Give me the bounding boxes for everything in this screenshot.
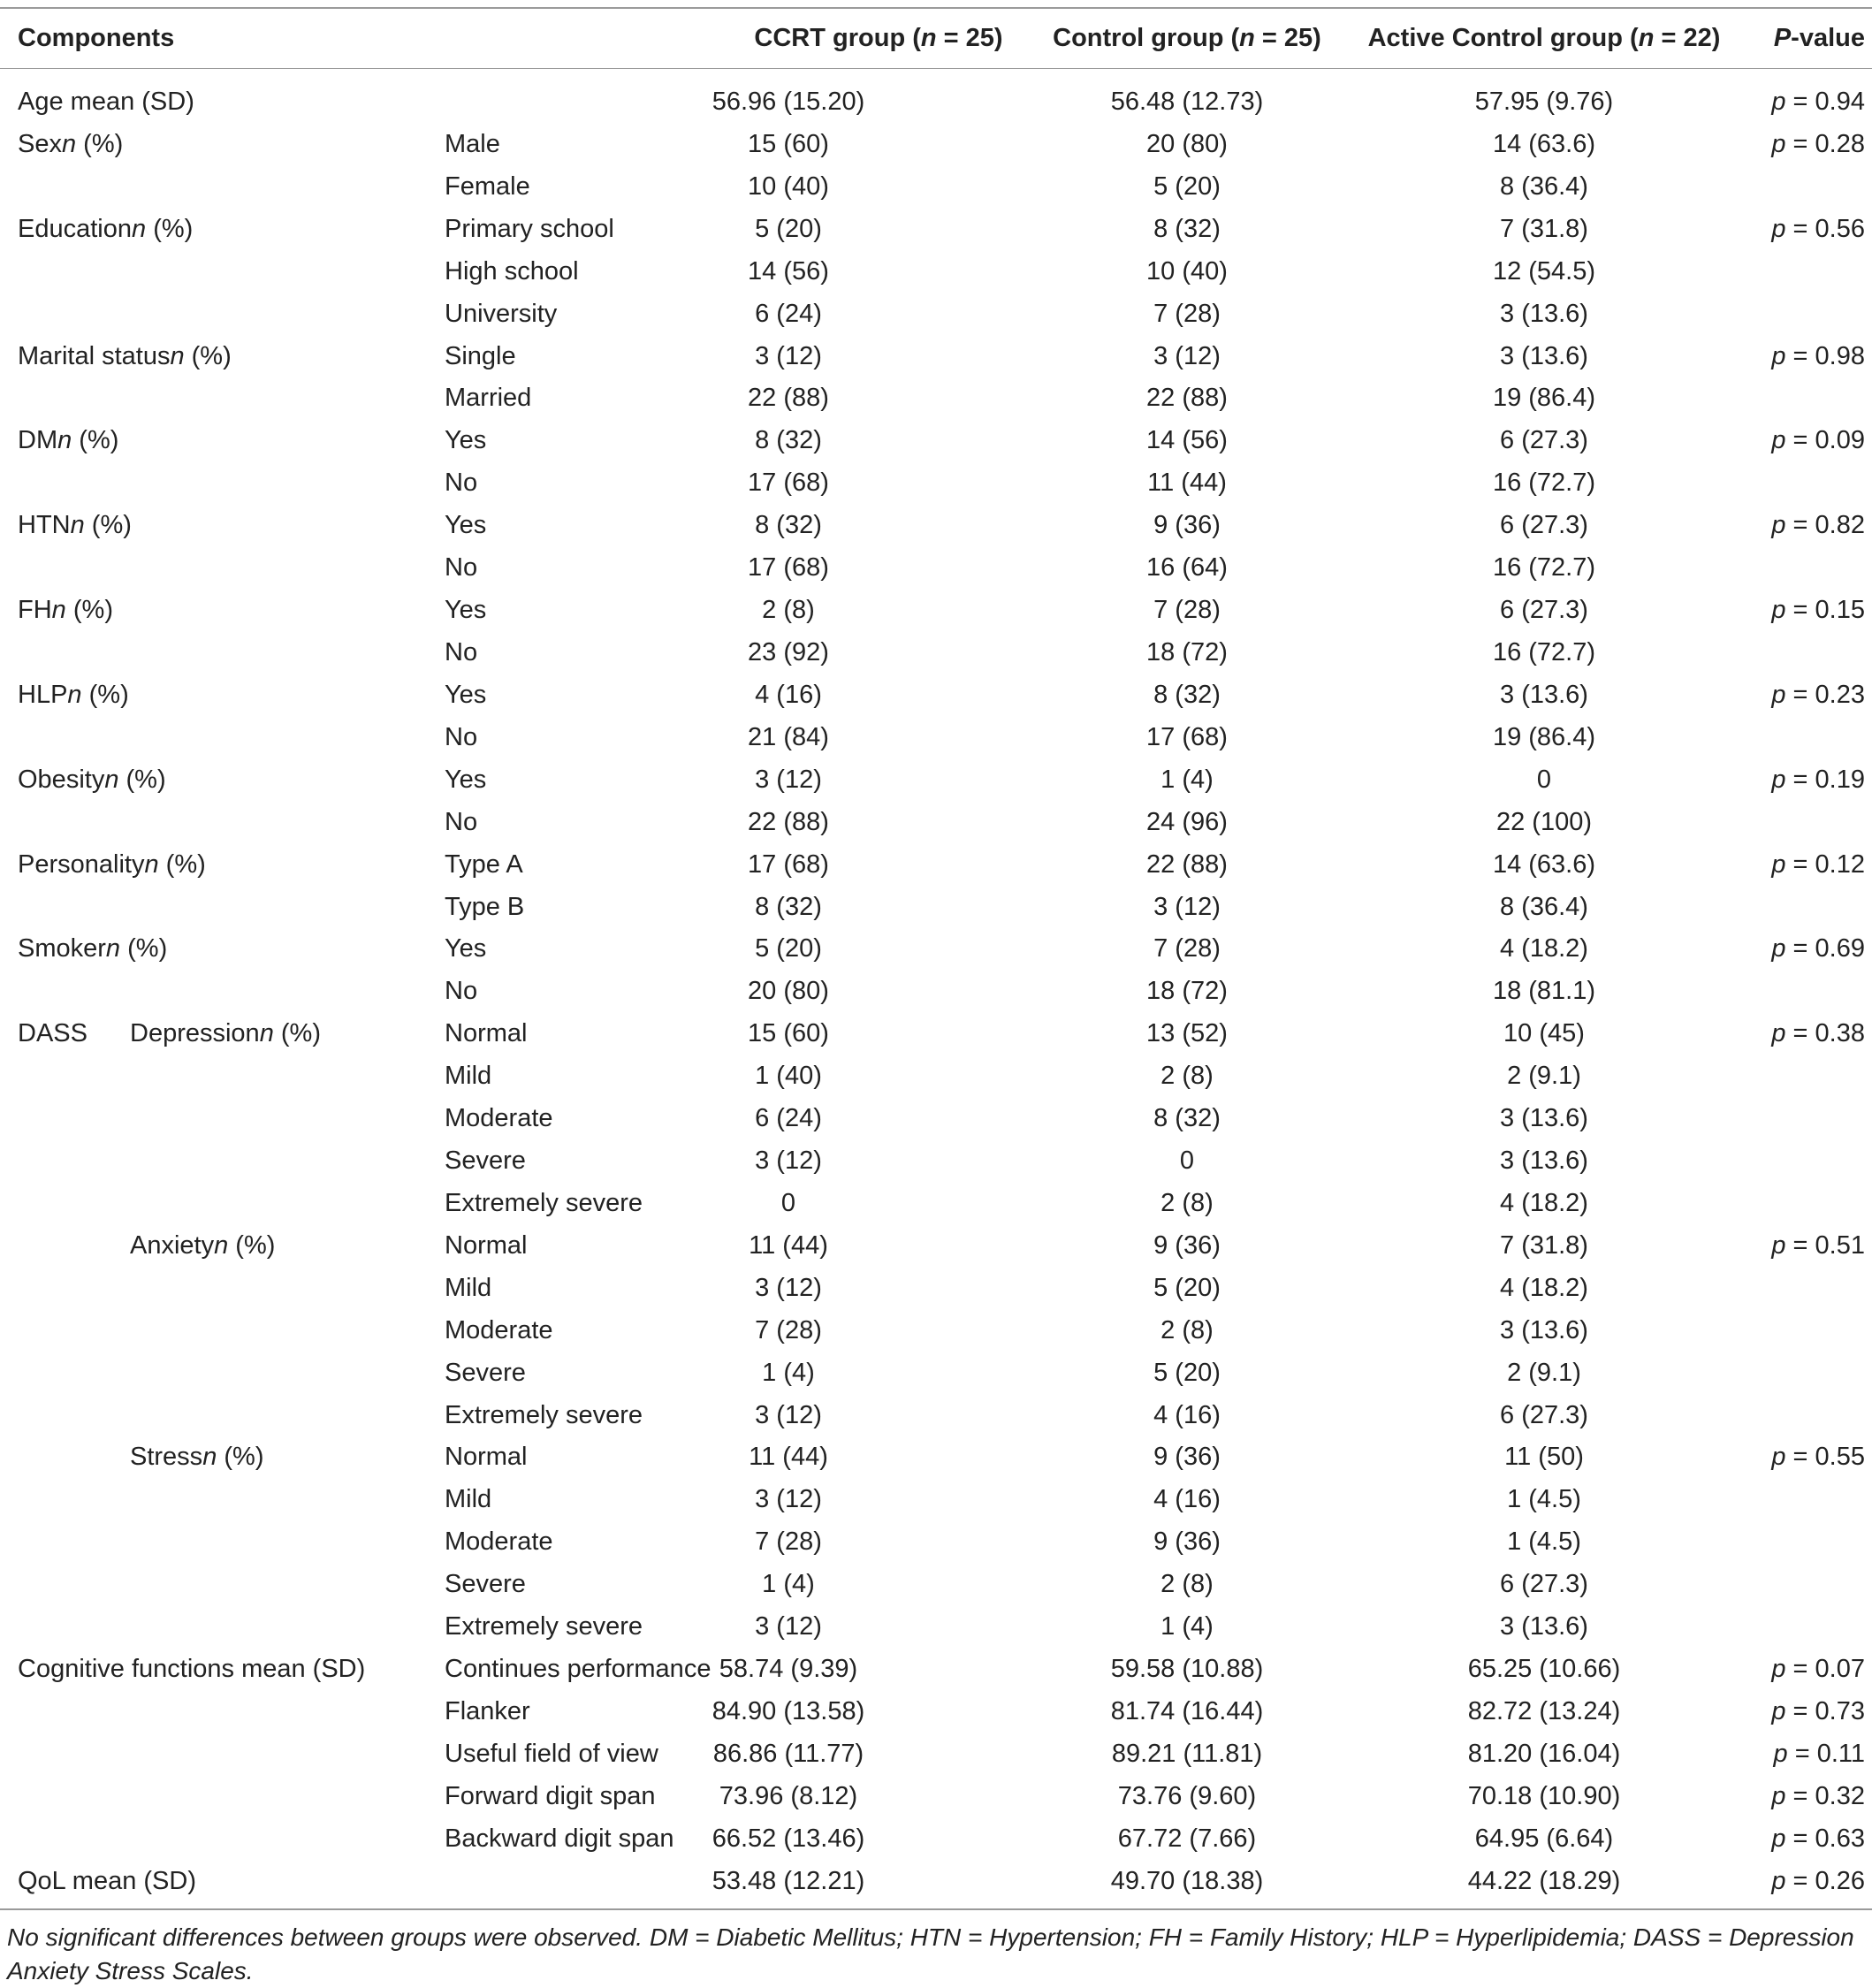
row-category-label: Mild <box>445 1273 492 1302</box>
table-row <box>0 1860 1872 1902</box>
cell-control-group: 11 (44) <box>1147 468 1227 498</box>
table-row <box>0 1605 1872 1648</box>
row-subscale-label: Anxietyn (%) <box>130 1230 276 1260</box>
cell-control-group: 9 (36) <box>1153 1527 1221 1557</box>
row-component-label: Smokern (%) <box>18 934 168 964</box>
cell-control-group: 4 (16) <box>1153 1485 1221 1514</box>
row-category-label: Type A <box>445 849 523 879</box>
table-row <box>0 504 1872 546</box>
table-row <box>0 1182 1872 1224</box>
cell-active-control-group: 65.25 (10.66) <box>1467 1655 1621 1683</box>
cell-active-control-group: 18 (81.1) <box>1492 977 1596 1006</box>
row-category-label: Female <box>445 171 530 201</box>
table-row <box>0 631 1872 674</box>
cell-control-group: 9 (36) <box>1153 1443 1221 1472</box>
cell-active-control-group: 22 (100) <box>1495 807 1592 836</box>
row-category-label: No <box>445 638 478 666</box>
cell-active-control-group: 70.18 (10.90) <box>1467 1781 1621 1810</box>
cell-ccrt-group: 5 (20) <box>755 214 822 243</box>
cell-control-group: 89.21 (11.81) <box>1111 1739 1263 1768</box>
cell-ccrt-group: 23 (92) <box>748 638 829 666</box>
cell-control-group: 22 (88) <box>1146 849 1228 879</box>
table-row <box>0 589 1872 631</box>
table-row <box>0 1224 1872 1267</box>
cell-control-group: 5 (20) <box>1153 171 1221 201</box>
row-component-label: Sexn (%) <box>18 129 124 158</box>
row-category-label: Yes <box>445 511 487 540</box>
table-row <box>0 1817 1872 1860</box>
table-row <box>0 1648 1872 1690</box>
row-category-label: Extremely severe <box>445 1612 643 1641</box>
row-category-label: Single <box>445 341 516 370</box>
cell-control-group: 1 (4) <box>1160 765 1214 794</box>
cell-ccrt-group: 22 (88) <box>748 807 829 836</box>
row-category-label: Useful field of view <box>445 1739 658 1768</box>
table-row <box>0 377 1872 419</box>
cell-control-group: 2 (8) <box>1160 1062 1214 1091</box>
row-component-label: HLPn (%) <box>18 680 129 709</box>
cell-control-group: 9 (36) <box>1153 511 1221 540</box>
cell-ccrt-group: 6 (24) <box>755 1104 822 1133</box>
table-row <box>0 1478 1872 1520</box>
table-row <box>0 250 1872 293</box>
cell-ccrt-group: 84.90 (13.58) <box>712 1697 865 1725</box>
cell-control-group: 18 (72) <box>1146 977 1228 1006</box>
row-category-label: Yes <box>445 596 487 624</box>
cell-active-control-group: 14 (63.6) <box>1492 129 1596 158</box>
cell-active-control-group: 16 (72.7) <box>1492 553 1596 583</box>
table-row <box>0 335 1872 377</box>
row-component-label: FHn (%) <box>18 596 113 624</box>
cell-p-value: p = 0.73 <box>1771 1697 1865 1725</box>
cell-ccrt-group: 10 (40) <box>748 171 829 201</box>
cell-active-control-group: 3 (13.6) <box>1500 1146 1588 1175</box>
table-footnote: No significant differences between groups were observed. DM = Diabetic Mellitus; HTN = Hypertension; FH = Family History; HLP = Hyperlipidemia; DASS = Depression Anxiety Stress Scales. <box>7 1923 1854 1984</box>
cell-active-control-group: 8 (36.4) <box>1500 892 1588 921</box>
table-row <box>0 1352 1872 1394</box>
cell-ccrt-group: 3 (12) <box>755 1273 822 1302</box>
row-component-label: Marital statusn (%) <box>18 341 232 370</box>
row-category-label: Severe <box>445 1570 526 1599</box>
row-category-label: No <box>445 468 478 498</box>
cell-ccrt-group: 11 (44) <box>749 1443 828 1472</box>
cell-active-control-group: 3 (13.6) <box>1500 1104 1588 1133</box>
row-category-label: Married <box>445 384 532 413</box>
table-row <box>0 970 1872 1012</box>
cell-active-control-group: 16 (72.7) <box>1492 638 1596 666</box>
cell-ccrt-group: 53.48 (12.21) <box>712 1866 865 1895</box>
cell-ccrt-group: 8 (32) <box>755 426 822 455</box>
table-row <box>0 1097 1872 1139</box>
cell-active-control-group: 16 (72.7) <box>1492 468 1596 498</box>
cell-control-group: 1 (4) <box>1160 1612 1214 1641</box>
cell-control-group: 67.72 (7.66) <box>1117 1824 1257 1853</box>
row-category-label: No <box>445 553 478 583</box>
cell-control-group: 4 (16) <box>1153 1400 1221 1429</box>
cell-active-control-group: 3 (13.6) <box>1500 341 1588 370</box>
cell-p-value: p = 0.56 <box>1771 214 1865 243</box>
table-row <box>0 1394 1872 1436</box>
cell-active-control-group: 44.22 (18.29) <box>1467 1866 1621 1895</box>
cell-active-control-group: 19 (86.4) <box>1492 384 1596 413</box>
cell-control-group: 2 (8) <box>1160 1570 1214 1599</box>
header-active-control-group: Active Control group (n = 22) <box>1367 24 1721 52</box>
row-component-label: DMn (%) <box>18 426 119 455</box>
cell-control-group: 14 (56) <box>1146 426 1228 455</box>
cell-active-control-group: 3 (13.6) <box>1500 680 1588 709</box>
cell-control-group: 17 (68) <box>1146 722 1228 751</box>
row-subscale-label: Depressionn (%) <box>130 1019 321 1048</box>
table-row <box>0 1055 1872 1097</box>
row-category-label: Severe <box>445 1358 526 1387</box>
cell-control-group: 8 (32) <box>1153 680 1221 709</box>
header-rule <box>0 68 1872 69</box>
cell-ccrt-group: 17 (68) <box>748 468 829 498</box>
cell-ccrt-group: 22 (88) <box>748 384 829 413</box>
cell-active-control-group: 1 (4.5) <box>1507 1485 1581 1514</box>
row-component-label: QoL mean (SD) <box>18 1866 196 1895</box>
table-row <box>0 80 1872 123</box>
cell-p-value: p = 0.12 <box>1771 849 1865 879</box>
cell-control-group: 7 (28) <box>1153 299 1221 328</box>
cell-control-group: 5 (20) <box>1153 1273 1221 1302</box>
row-category-label: Moderate <box>445 1104 553 1133</box>
cell-ccrt-group: 17 (68) <box>748 849 829 879</box>
cell-control-group: 18 (72) <box>1146 638 1228 666</box>
cell-ccrt-group: 0 <box>780 1188 796 1217</box>
cell-ccrt-group: 3 (12) <box>755 1146 822 1175</box>
cell-ccrt-group: 1 (4) <box>762 1358 815 1387</box>
cell-control-group: 13 (52) <box>1146 1019 1228 1048</box>
row-category-label: No <box>445 807 478 836</box>
cell-control-group: 49.70 (18.38) <box>1110 1866 1264 1895</box>
table-row <box>0 1733 1872 1775</box>
cell-ccrt-group: 3 (12) <box>755 1612 822 1641</box>
cell-ccrt-group: 86.86 (11.77) <box>712 1739 864 1768</box>
cell-p-value: p = 0.32 <box>1771 1781 1865 1810</box>
cell-control-group: 0 <box>1179 1146 1195 1175</box>
row-category-label: Extremely severe <box>445 1400 643 1429</box>
cell-p-value: p = 0.26 <box>1771 1866 1865 1895</box>
row-category-label: Male <box>445 129 500 158</box>
cell-active-control-group: 4 (18.2) <box>1500 934 1588 964</box>
cell-active-control-group: 3 (13.6) <box>1500 1315 1588 1344</box>
cell-ccrt-group: 66.52 (13.46) <box>712 1824 865 1853</box>
table-row <box>0 1267 1872 1309</box>
cell-control-group: 2 (8) <box>1160 1188 1214 1217</box>
header-control-group: Control group (n = 25) <box>1053 24 1321 52</box>
cell-active-control-group: 82.72 (13.24) <box>1467 1697 1621 1725</box>
table-row <box>0 461 1872 504</box>
cell-p-value: p = 0.38 <box>1771 1019 1865 1048</box>
cell-control-group: 7 (28) <box>1153 934 1221 964</box>
cell-ccrt-group: 73.96 (8.12) <box>719 1781 858 1810</box>
cell-control-group: 59.58 (10.88) <box>1110 1655 1264 1683</box>
table-row <box>0 293 1872 335</box>
cell-ccrt-group: 1 (4) <box>762 1570 815 1599</box>
cell-ccrt-group: 20 (80) <box>748 977 829 1006</box>
row-category-label: Type B <box>445 892 525 921</box>
table-row <box>0 927 1872 970</box>
cell-ccrt-group: 3 (12) <box>755 1485 822 1514</box>
row-subscale-label: Stressn (%) <box>130 1443 264 1472</box>
cell-control-group: 56.48 (12.73) <box>1110 88 1264 116</box>
cell-active-control-group: 64.95 (6.64) <box>1474 1824 1614 1853</box>
row-category-label: Flanker <box>445 1697 530 1725</box>
cell-active-control-group: 81.20 (16.04) <box>1467 1739 1621 1768</box>
cell-active-control-group: 6 (27.3) <box>1500 1570 1588 1599</box>
cell-active-control-group: 2 (9.1) <box>1507 1358 1581 1387</box>
row-category-label: No <box>445 977 478 1006</box>
cell-control-group: 16 (64) <box>1146 553 1228 583</box>
table-row <box>0 843 1872 886</box>
table-row <box>0 1775 1872 1817</box>
table-row <box>0 1309 1872 1352</box>
row-component-label: Cognitive functions mean (SD) <box>18 1655 366 1683</box>
cell-control-group: 22 (88) <box>1146 384 1228 413</box>
cell-active-control-group: 1 (4.5) <box>1507 1527 1581 1557</box>
cell-p-value: p = 0.55 <box>1771 1443 1865 1472</box>
cell-p-value: p = 0.28 <box>1771 129 1865 158</box>
table-row <box>0 1563 1872 1605</box>
cell-ccrt-group: 15 (60) <box>748 1019 829 1048</box>
row-category-label: Yes <box>445 765 487 794</box>
cell-p-value: p = 0.63 <box>1771 1824 1865 1853</box>
cell-ccrt-group: 7 (28) <box>755 1315 822 1344</box>
cell-active-control-group: 2 (9.1) <box>1507 1062 1581 1091</box>
cell-p-value: p = 0.51 <box>1771 1230 1865 1260</box>
cell-active-control-group: 8 (36.4) <box>1500 171 1588 201</box>
cell-control-group: 81.74 (16.44) <box>1110 1697 1264 1725</box>
table-row <box>0 123 1872 165</box>
table-row <box>0 1436 1872 1478</box>
cell-p-value: p = 0.07 <box>1771 1655 1865 1683</box>
cell-ccrt-group: 14 (56) <box>748 256 829 286</box>
cell-ccrt-group: 8 (32) <box>755 511 822 540</box>
table-row <box>0 758 1872 801</box>
row-category-label: High school <box>445 256 579 286</box>
header-ccrt-group: CCRT group (n = 25) <box>754 24 1003 52</box>
table-row <box>0 1690 1872 1733</box>
row-category-label: Mild <box>445 1485 492 1514</box>
bottom-rule <box>0 1908 1872 1910</box>
table-row <box>0 1139 1872 1182</box>
cell-active-control-group: 7 (31.8) <box>1500 214 1588 243</box>
cell-active-control-group: 3 (13.6) <box>1500 299 1588 328</box>
table-row <box>0 165 1872 208</box>
cell-p-value: p = 0.23 <box>1771 680 1865 709</box>
cell-ccrt-group: 56.96 (15.20) <box>712 88 865 116</box>
cell-active-control-group: 11 (50) <box>1504 1443 1584 1472</box>
table-row <box>0 886 1872 928</box>
cell-active-control-group: 19 (86.4) <box>1492 722 1596 751</box>
cell-ccrt-group: 7 (28) <box>755 1527 822 1557</box>
cell-control-group: 2 (8) <box>1160 1315 1214 1344</box>
cell-ccrt-group: 2 (8) <box>762 596 815 624</box>
cell-ccrt-group: 3 (12) <box>755 341 822 370</box>
cell-active-control-group: 4 (18.2) <box>1500 1273 1588 1302</box>
row-component-label: Educationn (%) <box>18 214 194 243</box>
row-category-label: Forward digit span <box>445 1781 656 1810</box>
cell-p-value: p = 0.94 <box>1771 88 1865 116</box>
cell-control-group: 3 (12) <box>1153 892 1221 921</box>
cell-active-control-group: 6 (27.3) <box>1500 511 1588 540</box>
row-category-label: Yes <box>445 426 487 455</box>
cell-active-control-group: 57.95 (9.76) <box>1474 88 1614 116</box>
table-row <box>0 208 1872 250</box>
cell-p-value: p = 0.11 <box>1773 1739 1865 1768</box>
table-row <box>0 716 1872 758</box>
row-component-label: DASS <box>18 1019 88 1048</box>
cell-control-group: 8 (32) <box>1153 1104 1221 1133</box>
row-category-label: Normal <box>445 1019 528 1048</box>
cell-control-group: 10 (40) <box>1146 256 1228 286</box>
cell-ccrt-group: 3 (12) <box>755 765 822 794</box>
cell-ccrt-group: 11 (44) <box>749 1230 828 1260</box>
row-category-label: Extremely severe <box>445 1188 643 1217</box>
header-components: Components <box>18 24 175 52</box>
table-row <box>0 801 1872 843</box>
cell-control-group: 20 (80) <box>1146 129 1228 158</box>
cell-control-group: 5 (20) <box>1153 1358 1221 1387</box>
row-category-label: University <box>445 299 558 328</box>
table-row <box>0 419 1872 461</box>
cell-ccrt-group: 8 (32) <box>755 892 822 921</box>
cell-ccrt-group: 17 (68) <box>748 553 829 583</box>
row-category-label: Severe <box>445 1146 526 1175</box>
cell-ccrt-group: 1 (40) <box>755 1062 822 1091</box>
row-category-label: No <box>445 722 478 751</box>
cell-p-value: p = 0.19 <box>1771 765 1865 794</box>
cell-active-control-group: 6 (27.3) <box>1500 426 1588 455</box>
top-rule <box>0 7 1872 9</box>
row-category-label: Normal <box>445 1443 528 1472</box>
cell-active-control-group: 6 (27.3) <box>1500 1400 1588 1429</box>
cell-active-control-group: 12 (54.5) <box>1492 256 1596 286</box>
cell-p-value: p = 0.09 <box>1771 426 1865 455</box>
row-category-label: Backward digit span <box>445 1824 674 1853</box>
cell-p-value: p = 0.98 <box>1771 341 1865 370</box>
row-category-label: Normal <box>445 1230 528 1260</box>
cell-ccrt-group: 6 (24) <box>755 299 822 328</box>
cell-active-control-group: 7 (31.8) <box>1500 1230 1588 1260</box>
cell-ccrt-group: 3 (12) <box>755 1400 822 1429</box>
cell-ccrt-group: 5 (20) <box>755 934 822 964</box>
cell-active-control-group: 14 (63.6) <box>1492 849 1596 879</box>
row-component-label: Age mean (SD) <box>18 88 194 116</box>
cell-active-control-group: 4 (18.2) <box>1500 1188 1588 1217</box>
row-component-label: Personalityn (%) <box>18 849 206 879</box>
cell-p-value: p = 0.82 <box>1771 511 1865 540</box>
cell-ccrt-group: 58.74 (9.39) <box>719 1655 858 1683</box>
cell-control-group: 24 (96) <box>1146 807 1228 836</box>
row-category-label: Mild <box>445 1062 492 1091</box>
cell-ccrt-group: 15 (60) <box>748 129 829 158</box>
header-p-value: P-value <box>1773 24 1865 52</box>
cell-control-group: 73.76 (9.60) <box>1117 1781 1257 1810</box>
cell-p-value: p = 0.69 <box>1771 934 1865 964</box>
cell-ccrt-group: 21 (84) <box>748 722 829 751</box>
table-row <box>0 546 1872 589</box>
cell-control-group: 7 (28) <box>1153 596 1221 624</box>
table-row <box>0 1012 1872 1055</box>
row-category-label: Moderate <box>445 1527 553 1557</box>
cell-control-group: 9 (36) <box>1153 1230 1221 1260</box>
cell-control-group: 3 (12) <box>1153 341 1221 370</box>
row-category-label: Yes <box>445 934 487 964</box>
cell-control-group: 8 (32) <box>1153 214 1221 243</box>
table-header-row <box>0 17 1872 59</box>
row-component-label: Obesityn (%) <box>18 765 166 794</box>
row-category-label: Continues performance <box>445 1655 712 1683</box>
cell-ccrt-group: 4 (16) <box>755 680 822 709</box>
row-category-label: Primary school <box>445 214 614 243</box>
cell-p-value: p = 0.15 <box>1771 596 1865 624</box>
row-component-label: HTNn (%) <box>18 511 132 540</box>
row-category-label: Yes <box>445 680 487 709</box>
cell-active-control-group: 6 (27.3) <box>1500 596 1588 624</box>
cell-active-control-group: 0 <box>1536 765 1552 794</box>
row-category-label: Moderate <box>445 1315 553 1344</box>
table-row <box>0 1520 1872 1563</box>
cell-active-control-group: 10 (45) <box>1503 1019 1585 1048</box>
cell-active-control-group: 3 (13.6) <box>1500 1612 1588 1641</box>
table-row <box>0 674 1872 716</box>
